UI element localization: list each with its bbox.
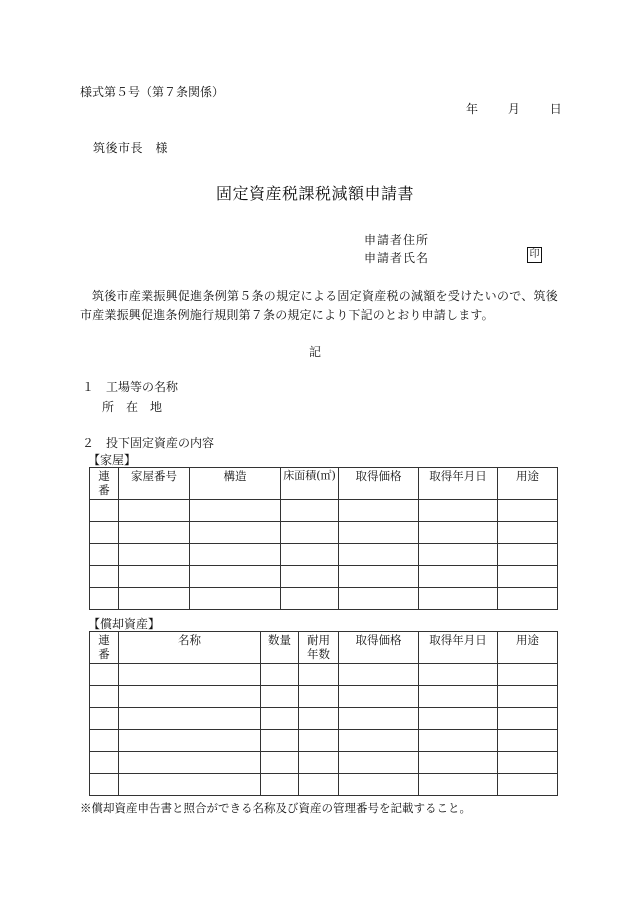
house-col-structure: 構造 <box>190 468 281 500</box>
depreciable-table-label: 【償却資産】 <box>88 617 161 631</box>
house-table-cell[interactable] <box>498 566 558 588</box>
house-table-row <box>90 566 558 588</box>
depreciable-table-cell[interactable] <box>119 686 261 708</box>
seal-mark: 印 <box>527 247 542 263</box>
house-table-cell[interactable] <box>498 544 558 566</box>
depreciable-table-cell[interactable] <box>299 730 339 752</box>
dep-col-price: 取得価格 <box>339 632 419 664</box>
house-table-cell[interactable] <box>498 522 558 544</box>
depreciable-table-cell[interactable] <box>419 774 498 796</box>
applicant-name-label: 申請者氏名 <box>364 251 430 265</box>
depreciable-table-cell[interactable] <box>339 686 419 708</box>
depreciable-table-cell[interactable] <box>498 708 558 730</box>
dep-col-useful-life: 耐用年数 <box>299 632 339 664</box>
depreciable-table-cell[interactable] <box>299 708 339 730</box>
house-table-cell[interactable] <box>190 566 281 588</box>
house-table-cell[interactable] <box>419 588 498 610</box>
house-col-number: 家屋番号 <box>119 468 190 500</box>
house-table <box>89 467 558 610</box>
depreciable-table-cell[interactable] <box>299 686 339 708</box>
depreciable-table-row <box>90 686 558 708</box>
section2-heading: ２ 投下固定資産の内容 <box>82 436 215 450</box>
depreciable-table-cell[interactable] <box>119 774 261 796</box>
house-col-floor-area: 床面積(㎡) <box>281 468 339 500</box>
house-table-cell[interactable] <box>190 544 281 566</box>
house-table-cell[interactable] <box>419 566 498 588</box>
depreciable-table-row <box>90 664 558 686</box>
depreciable-table-cell[interactable] <box>261 752 299 774</box>
depreciable-table-cell[interactable] <box>119 730 261 752</box>
depreciable-table-cell[interactable] <box>339 730 419 752</box>
house-table-cell[interactable] <box>281 566 339 588</box>
depreciable-table-cell[interactable] <box>90 752 119 774</box>
document-title: 固定資産税課税減額申請書 <box>215 184 414 203</box>
house-table-cell[interactable] <box>339 544 419 566</box>
depreciable-table-cell[interactable] <box>90 686 119 708</box>
depreciable-table-cell[interactable] <box>419 752 498 774</box>
house-table-cell[interactable] <box>90 500 119 522</box>
depreciable-table-row <box>90 708 558 730</box>
house-table-cell[interactable] <box>339 522 419 544</box>
house-table-row <box>90 522 558 544</box>
location-label: 所在地 <box>102 400 175 414</box>
house-table-cell[interactable] <box>281 522 339 544</box>
house-table-cell[interactable] <box>119 544 190 566</box>
body-paragraph: 筑後市産業振興促進条例第５条の規定による固定資産税の減額を受けたいので、筑後市産業振興促進条例施行規則第７条の規定により下記のとおり申請します。 <box>80 289 558 322</box>
addressee: 筑後市長 様 <box>93 141 169 155</box>
house-table-row <box>90 588 558 610</box>
house-table-cell[interactable] <box>281 500 339 522</box>
date-month: 月 <box>507 102 520 116</box>
dep-col-date: 取得年月日 <box>419 632 498 664</box>
house-table-row <box>90 544 558 566</box>
footnote: ※償却資産申告書と照合ができる名称及び資産の管理番号を記載すること。 <box>80 801 471 815</box>
date-line <box>466 100 562 117</box>
depreciable-table-cell[interactable] <box>90 708 119 730</box>
dep-col-name: 名称 <box>119 632 261 664</box>
house-table-cell[interactable] <box>419 522 498 544</box>
house-table-cell[interactable] <box>90 588 119 610</box>
house-table-cell[interactable] <box>339 588 419 610</box>
dep-col-use: 用途 <box>498 632 558 664</box>
house-table-cell[interactable] <box>339 500 419 522</box>
dep-col-quantity: 数量 <box>261 632 299 664</box>
house-table-row <box>90 500 558 522</box>
house-col-serial: 連番 <box>90 468 119 500</box>
house-col-price: 取得価格 <box>339 468 419 500</box>
date-year: 年 <box>466 102 479 116</box>
depreciable-table-cell[interactable] <box>498 664 558 686</box>
depreciable-table-cell[interactable] <box>261 730 299 752</box>
house-table-cell[interactable] <box>498 500 558 522</box>
depreciable-table-cell[interactable] <box>261 708 299 730</box>
form-number: 様式第５号（第７条関係） <box>80 85 225 99</box>
depreciable-table-cell[interactable] <box>419 708 498 730</box>
house-table-label: 【家屋】 <box>88 453 137 467</box>
house-header-row <box>90 468 558 500</box>
depreciable-table-cell[interactable] <box>299 664 339 686</box>
depreciable-table-cell[interactable] <box>339 752 419 774</box>
depreciable-table-cell[interactable] <box>90 730 119 752</box>
dep-col-serial: 連番 <box>90 632 119 664</box>
depreciable-table-cell[interactable] <box>498 774 558 796</box>
depreciable-table-cell[interactable] <box>119 664 261 686</box>
house-table-cell[interactable] <box>498 588 558 610</box>
house-table-cell[interactable] <box>190 500 281 522</box>
depreciable-table <box>89 631 558 796</box>
depreciable-table-cell[interactable] <box>339 664 419 686</box>
depreciable-table-cell[interactable] <box>339 708 419 730</box>
depreciable-table-cell[interactable] <box>498 686 558 708</box>
house-table-cell[interactable] <box>90 544 119 566</box>
depreciable-table-row <box>90 774 558 796</box>
house-table-cell[interactable] <box>119 588 190 610</box>
house-col-use: 用途 <box>498 468 558 500</box>
house-table-cell[interactable] <box>90 522 119 544</box>
depreciable-table-cell[interactable] <box>119 752 261 774</box>
depreciable-table-cell[interactable] <box>261 774 299 796</box>
depreciable-table-cell[interactable] <box>261 664 299 686</box>
house-table-cell[interactable] <box>190 522 281 544</box>
depreciable-table-cell[interactable] <box>299 774 339 796</box>
house-table-cell[interactable] <box>419 544 498 566</box>
depreciable-table-row <box>90 752 558 774</box>
depreciable-table-cell[interactable] <box>498 730 558 752</box>
depreciable-table-cell[interactable] <box>119 708 261 730</box>
ki-heading: 記 <box>308 345 321 359</box>
depreciable-table-cell[interactable] <box>419 686 498 708</box>
depreciable-header-row <box>90 632 558 664</box>
house-table-cell[interactable] <box>190 588 281 610</box>
depreciable-table-cell[interactable] <box>90 664 119 686</box>
date-day: 日 <box>549 102 562 116</box>
depreciable-table-cell[interactable] <box>339 774 419 796</box>
depreciable-table-cell[interactable] <box>261 686 299 708</box>
depreciable-table-cell[interactable] <box>299 752 339 774</box>
house-table-cell[interactable] <box>419 500 498 522</box>
depreciable-table-cell[interactable] <box>90 774 119 796</box>
depreciable-table-cell[interactable] <box>419 730 498 752</box>
house-table-cell[interactable] <box>90 566 119 588</box>
depreciable-table-cell[interactable] <box>498 752 558 774</box>
depreciable-table-cell[interactable] <box>419 664 498 686</box>
house-table-cell[interactable] <box>119 500 190 522</box>
house-table-cell[interactable] <box>339 566 419 588</box>
section1-heading: １ 工場等の名称 <box>82 380 179 394</box>
house-col-date: 取得年月日 <box>419 468 498 500</box>
house-table-cell[interactable] <box>281 544 339 566</box>
applicant-address-label: 申請者住所 <box>364 233 430 247</box>
depreciable-table-row <box>90 730 558 752</box>
house-table-cell[interactable] <box>281 588 339 610</box>
house-table-cell[interactable] <box>119 522 190 544</box>
house-table-cell[interactable] <box>119 566 190 588</box>
